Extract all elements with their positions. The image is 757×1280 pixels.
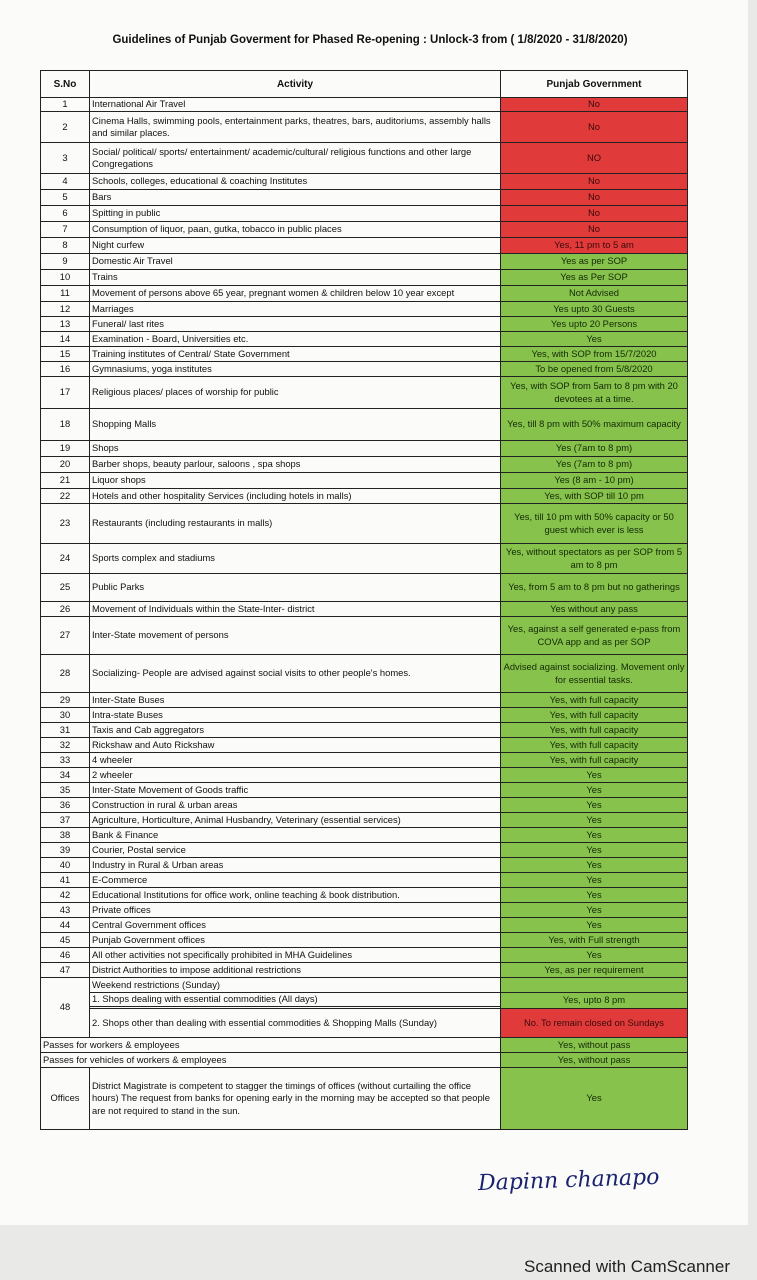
- row-government-status: Yes, 11 pm to 5 am: [501, 238, 688, 254]
- row-government-status: Yes (7am to 8 pm): [501, 457, 688, 473]
- row-sno: 2: [41, 112, 90, 143]
- table-row: [41, 332, 688, 347]
- header-gov: Punjab Government: [501, 71, 688, 98]
- row-government-status: Yes: [501, 332, 688, 347]
- weekend-item-2-status: No. To remain closed on Sundays: [501, 1009, 688, 1038]
- row-activity: Gymnasiums, yoga institutes: [90, 362, 501, 377]
- table-footer-rows: [41, 978, 688, 1130]
- row-activity: 4 wheeler: [90, 753, 501, 768]
- row-activity: Consumption of liquor, paan, gutka, tobacco in public places: [90, 222, 501, 238]
- row-government-status: Yes, with Full strength: [501, 933, 688, 948]
- row-activity: Schools, colleges, educational & coaching Institutes: [90, 174, 501, 190]
- row-sno: 29: [41, 693, 90, 708]
- table-row: [41, 798, 688, 813]
- table-row: [41, 98, 688, 112]
- table-row: [41, 813, 688, 828]
- row-government-status: Yes: [501, 918, 688, 933]
- row-sno: 36: [41, 798, 90, 813]
- row-activity: Liquor shops: [90, 473, 501, 489]
- row-government-status: NO: [501, 143, 688, 174]
- table-row: [41, 1009, 688, 1038]
- row-activity: Funeral/ last rites: [90, 317, 501, 332]
- table-row: [41, 693, 688, 708]
- row-activity: Examination - Board, Universities etc.: [90, 332, 501, 347]
- row-sno: 23: [41, 504, 90, 544]
- row-sno: 42: [41, 888, 90, 903]
- row-sno: 13: [41, 317, 90, 332]
- row-activity: Marriages: [90, 302, 501, 317]
- weekend-heading-status: [501, 978, 688, 993]
- row-activity: Night curfew: [90, 238, 501, 254]
- row-activity: Hotels and other hospitality Services (including hotels in malls): [90, 489, 501, 504]
- row-sno: 5: [41, 190, 90, 206]
- table-row: [41, 738, 688, 753]
- row-sno: 1: [41, 98, 90, 112]
- row-activity: 2 wheeler: [90, 768, 501, 783]
- row-activity: Punjab Government offices: [90, 933, 501, 948]
- table-row: [41, 873, 688, 888]
- table-row: [41, 1068, 688, 1130]
- row-sno: 33: [41, 753, 90, 768]
- row-activity: Educational Institutions for office work, online teaching & book distribution.: [90, 888, 501, 903]
- offices-status: Yes: [501, 1068, 688, 1130]
- table-row: [41, 489, 688, 504]
- row-activity: Cinema Halls, swimming pools, entertainment parks, theatres, bars, auditoriums, assembly halls and similar places.: [90, 112, 501, 143]
- passes-workers: Passes for workers & employees: [41, 1038, 501, 1053]
- table-row: [41, 112, 688, 143]
- table-row: [41, 238, 688, 254]
- row-sno: 41: [41, 873, 90, 888]
- row-activity: Shopping Malls: [90, 409, 501, 441]
- row-government-status: Not Advised: [501, 286, 688, 302]
- row-activity: Social/ political/ sports/ entertainment/ academic/cultural/ religious functions and other large Congregations: [90, 143, 501, 174]
- table-row: [41, 993, 688, 1007]
- row-sno: 20: [41, 457, 90, 473]
- row-activity: Bars: [90, 190, 501, 206]
- table-row: [41, 544, 688, 574]
- table-row: [41, 270, 688, 286]
- table-row: [41, 1053, 688, 1068]
- row-sno: 31: [41, 723, 90, 738]
- row-sno: 12: [41, 302, 90, 317]
- row-sno: 10: [41, 270, 90, 286]
- table-row: [41, 190, 688, 206]
- row-government-status: Yes: [501, 813, 688, 828]
- row-activity: Inter-State Movement of Goods traffic: [90, 783, 501, 798]
- table-row: [41, 948, 688, 963]
- table-row: [41, 504, 688, 544]
- row-government-status: Yes, till 10 pm with 50% capacity or 50 guest which ever is less: [501, 504, 688, 544]
- row-sno: 45: [41, 933, 90, 948]
- guidelines-table: [40, 70, 688, 1130]
- handwritten-signature: Dapinn chanapo: [477, 1164, 660, 1197]
- row-activity: Movement of persons above 65 year, pregnant women & children below 10 year except: [90, 286, 501, 302]
- passes-vehicles-status: Yes, without pass: [501, 1053, 688, 1068]
- row-sno: 30: [41, 708, 90, 723]
- row-government-status: Yes, with SOP from 5am to 8 pm with 20 devotees at a time.: [501, 377, 688, 409]
- row-activity: Trains: [90, 270, 501, 286]
- row-government-status: No: [501, 222, 688, 238]
- row-activity: Spitting in public: [90, 206, 501, 222]
- row-sno: 25: [41, 574, 90, 602]
- table-row: [41, 933, 688, 948]
- table-row: [41, 143, 688, 174]
- row-activity: Rickshaw and Auto Rickshaw: [90, 738, 501, 753]
- row-government-status: Yes: [501, 948, 688, 963]
- row-sno: 27: [41, 617, 90, 655]
- row-sno: 22: [41, 489, 90, 504]
- row-activity: Construction in rural & urban areas: [90, 798, 501, 813]
- row-government-status: Yes, till 8 pm with 50% maximum capacity: [501, 409, 688, 441]
- row-sno: 21: [41, 473, 90, 489]
- row-activity: Domestic Air Travel: [90, 254, 501, 270]
- row-activity: Movement of Individuals within the State-Inter- district: [90, 602, 501, 617]
- row-sno: 35: [41, 783, 90, 798]
- passes-vehicles: Passes for vehicles of workers & employees: [41, 1053, 501, 1068]
- row-sno: 3: [41, 143, 90, 174]
- table-row: [41, 302, 688, 317]
- row-government-status: Yes, with SOP from 15/7/2020: [501, 347, 688, 362]
- row-government-status: No: [501, 190, 688, 206]
- row-government-status: Yes, with full capacity: [501, 738, 688, 753]
- header-sno: S.No: [41, 71, 90, 98]
- row-activity: Private offices: [90, 903, 501, 918]
- row-sno: 7: [41, 222, 90, 238]
- row-activity: Restaurants (including restaurants in malls): [90, 504, 501, 544]
- row-sno: 14: [41, 332, 90, 347]
- row-activity: District Authorities to impose additional restrictions: [90, 963, 501, 978]
- row-government-status: Yes, with full capacity: [501, 753, 688, 768]
- row-sno: 18: [41, 409, 90, 441]
- row-sno: 46: [41, 948, 90, 963]
- weekend-item-1-status: Yes, upto 8 pm: [501, 993, 688, 1009]
- table-body: [41, 98, 688, 978]
- row-activity: Industry in Rural & Urban areas: [90, 858, 501, 873]
- row-government-status: To be opened from 5/8/2020: [501, 362, 688, 377]
- row-activity: Public Parks: [90, 574, 501, 602]
- table-row: [41, 708, 688, 723]
- row-sno: 6: [41, 206, 90, 222]
- table-row: [41, 617, 688, 655]
- page-title: Guidelines of Punjab Goverment for Phased Re-opening : Unlock-3 from ( 1/8/2020 - 31/8/2020): [112, 34, 628, 46]
- table-row: [41, 723, 688, 738]
- table-row: [41, 918, 688, 933]
- row-sno: 39: [41, 843, 90, 858]
- table-row: [41, 903, 688, 918]
- row-government-status: Yes, from 5 am to 8 pm but no gatherings: [501, 574, 688, 602]
- row-activity: Inter-State movement of persons: [90, 617, 501, 655]
- row-activity: Socializing- People are advised against social visits to other people's homes.: [90, 655, 501, 693]
- offices-label: Offices: [41, 1068, 90, 1130]
- row-government-status: Yes as Per SOP: [501, 270, 688, 286]
- row-sno: 43: [41, 903, 90, 918]
- row-activity: Training institutes of Central/ State Government: [90, 347, 501, 362]
- row-government-status: Advised against socializing. Movement only for essential tasks.: [501, 655, 688, 693]
- table-row: [41, 347, 688, 362]
- row-activity: Intra-state Buses: [90, 708, 501, 723]
- table-row: [41, 317, 688, 332]
- row-activity: Sports complex and stadiums: [90, 544, 501, 574]
- row-sno: 40: [41, 858, 90, 873]
- row-sno: 44: [41, 918, 90, 933]
- row-government-status: Yes, with SOP till 10 pm: [501, 489, 688, 504]
- table-row: [41, 1038, 688, 1053]
- row-sno: 4: [41, 174, 90, 190]
- row-sno: 47: [41, 963, 90, 978]
- table-row: [41, 768, 688, 783]
- weekend-heading: Weekend restrictions (Sunday): [90, 978, 501, 993]
- camscanner-watermark: Scanned with CamScanner: [524, 1257, 731, 1276]
- table-row: [41, 783, 688, 798]
- row-government-status: Yes, as per requirement: [501, 963, 688, 978]
- row-government-status: Yes: [501, 768, 688, 783]
- row-government-status: Yes, with full capacity: [501, 693, 688, 708]
- row-activity: Bank & Finance: [90, 828, 501, 843]
- row-government-status: Yes (7am to 8 pm): [501, 441, 688, 457]
- row-government-status: Yes, without spectators as per SOP from 5 am to 8 pm: [501, 544, 688, 574]
- row-government-status: Yes: [501, 798, 688, 813]
- row-sno: 24: [41, 544, 90, 574]
- row-government-status: Yes: [501, 783, 688, 798]
- table-row: [41, 843, 688, 858]
- header-row: [41, 71, 688, 98]
- table-row: [41, 574, 688, 602]
- row-government-status: Yes upto 20 Persons: [501, 317, 688, 332]
- table-row: [41, 377, 688, 409]
- row-sno: 32: [41, 738, 90, 753]
- row-government-status: Yes without any pass: [501, 602, 688, 617]
- table-row: [41, 888, 688, 903]
- row-government-status: No: [501, 112, 688, 143]
- table-row: [41, 206, 688, 222]
- row-government-status: Yes: [501, 888, 688, 903]
- row-activity: Shops: [90, 441, 501, 457]
- row-activity: Courier, Postal service: [90, 843, 501, 858]
- row-government-status: Yes, with full capacity: [501, 723, 688, 738]
- table-row: [41, 441, 688, 457]
- row-sno: 26: [41, 602, 90, 617]
- row-sno: 38: [41, 828, 90, 843]
- row-activity: Inter-State Buses: [90, 693, 501, 708]
- row-sno: 11: [41, 286, 90, 302]
- row-government-status: No: [501, 98, 688, 112]
- row-sno: 17: [41, 377, 90, 409]
- row-government-status: Yes: [501, 858, 688, 873]
- row-government-status: Yes: [501, 828, 688, 843]
- row-government-status: Yes, with full capacity: [501, 708, 688, 723]
- table-row: [41, 828, 688, 843]
- table-row: [41, 362, 688, 377]
- row-sno: 48: [41, 978, 90, 1038]
- row-government-status: Yes as per SOP: [501, 254, 688, 270]
- table-row: [41, 602, 688, 617]
- weekend-item-1: 1. Shops dealing with essential commodities (All days): [90, 993, 501, 1007]
- row-government-status: Yes: [501, 873, 688, 888]
- row-government-status: Yes: [501, 903, 688, 918]
- offices-activity: District Magistrate is competent to stagger the timings of offices (without curtailing the office hours) The request from banks for opening early in the morning may be accepted so that people are not required to stand in the sun.: [90, 1068, 501, 1130]
- weekend-item-2: 2. Shops other than dealing with essential commodities & Shopping Malls (Sunday): [90, 1009, 501, 1038]
- table-row: [41, 858, 688, 873]
- table-row: [41, 963, 688, 978]
- row-activity: Barber shops, beauty parlour, saloons , spa shops: [90, 457, 501, 473]
- row-government-status: No: [501, 174, 688, 190]
- row-activity: Taxis and Cab aggregators: [90, 723, 501, 738]
- table-row: [41, 457, 688, 473]
- row-activity: E-Commerce: [90, 873, 501, 888]
- row-activity: Agriculture, Horticulture, Animal Husbandry, Veterinary (essential services): [90, 813, 501, 828]
- row-government-status: Yes, against a self generated e-pass from COVA app and as per SOP: [501, 617, 688, 655]
- table-row: [41, 753, 688, 768]
- row-government-status: Yes upto 30 Guests: [501, 302, 688, 317]
- row-activity: All other activities not specifically prohibited in MHA Guidelines: [90, 948, 501, 963]
- row-government-status: Yes: [501, 843, 688, 858]
- table-row: [41, 409, 688, 441]
- row-activity: Central Government offices: [90, 918, 501, 933]
- table-row: [41, 473, 688, 489]
- row-sno: 16: [41, 362, 90, 377]
- row-government-status: No: [501, 206, 688, 222]
- row-activity: International Air Travel: [90, 98, 501, 112]
- passes-workers-status: Yes, without pass: [501, 1038, 688, 1053]
- row-activity: Religious places/ places of worship for public: [90, 377, 501, 409]
- row-sno: 37: [41, 813, 90, 828]
- row-government-status: Yes (8 am - 10 pm): [501, 473, 688, 489]
- row-sno: 28: [41, 655, 90, 693]
- row-sno: 34: [41, 768, 90, 783]
- row-sno: 9: [41, 254, 90, 270]
- table-row: [41, 286, 688, 302]
- table-row: [41, 254, 688, 270]
- row-sno: 15: [41, 347, 90, 362]
- table-row: [41, 655, 688, 693]
- table-row: [41, 222, 688, 238]
- table-row: [41, 978, 688, 993]
- table-row: [41, 174, 688, 190]
- row-sno: 8: [41, 238, 90, 254]
- row-sno: 19: [41, 441, 90, 457]
- header-activity: Activity: [90, 71, 501, 98]
